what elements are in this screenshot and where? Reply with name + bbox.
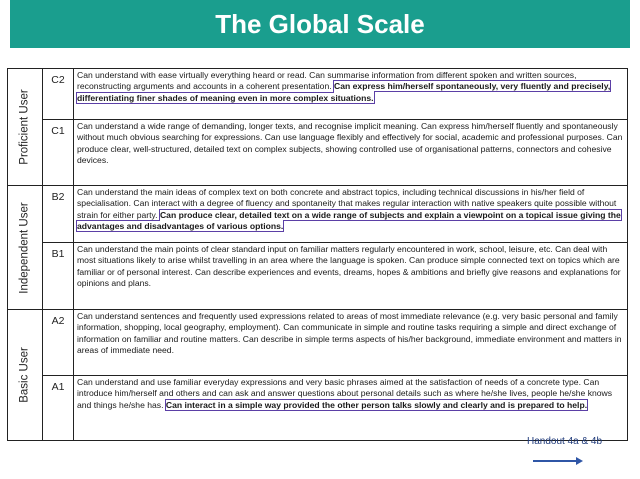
group-label: Independent User bbox=[18, 201, 31, 294]
table-row bbox=[8, 69, 628, 120]
description-text: Can understand sentences and frequently used expressions related to areas of most immediate relevance (e.g. very basic personal and family information, shopping, local geography, employment). Can communicate in simple and routine tasks requiring a simple and direct exchange of information on familiar and routine matters. Can describe in simple terms aspects of his/her background, immediate environment and matters in areas of immediate need. bbox=[77, 311, 622, 355]
level-code-b1: B1 bbox=[43, 243, 74, 310]
table-row bbox=[8, 310, 628, 376]
arrow-right-icon bbox=[533, 456, 583, 466]
level-description-c1 bbox=[74, 120, 628, 186]
slide-title: The Global Scale bbox=[215, 8, 425, 39]
global-scale-table bbox=[7, 68, 628, 441]
highlighted-text: Can express him/herself spontaneously, very fluently and precisely, differentiating finer shades of meaning even in more complex situations. bbox=[77, 81, 611, 103]
slide-title-bar bbox=[10, 0, 630, 48]
level-description-a2 bbox=[74, 310, 628, 376]
group-cell-basic bbox=[8, 310, 43, 441]
highlighted-text: Can interact in a simple way provided the other person talks slowly and clearly and is prepared to help. bbox=[165, 399, 588, 410]
table-row bbox=[8, 120, 628, 186]
level-code-c2: C2 bbox=[43, 69, 74, 120]
description-text: Can understand and use familiar everyday expressions and very basic phrases aimed at the satisfaction of needs of a concrete type. Can introduce him/herself and others and can ask and answer questions about personal details such as where he/she lives, people he/she knows and things he/she has. bbox=[77, 377, 613, 410]
level-code-b2: B2 bbox=[43, 186, 74, 243]
group-cell-proficient bbox=[8, 69, 43, 186]
description-text: Can understand a wide range of demanding, longer texts, and recognise implicit meaning. Can express him/herself fluently and spontaneously without much obvious searching for expressions. Can use language flexibly and effectively for social, academic and professional purposes. Can produce clear, well-structured, detailed text on complex subjects, showing controlled use of organisational patterns, connectors and cohesive devices. bbox=[77, 121, 623, 165]
table-row bbox=[8, 186, 628, 243]
group-label: Proficient User bbox=[18, 89, 31, 165]
handout-reference: Handout 4a & 4b bbox=[527, 436, 603, 447]
level-description-b2 bbox=[74, 186, 628, 243]
description-text: Can understand the main points of clear standard input on familiar matters regularly encountered in work, school, leisure, etc. Can deal with most situations likely to arise whilst travelling in an area where the language is spoken. Can produce simple connected text on topics which are familiar or of personal interest. Can describe experiences and events, dreams, hopes & ambitions and briefly give reasons and explanations for opinions and plans. bbox=[77, 244, 621, 288]
description-text: Can understand the main ideas of complex text on both concrete and abstract topics, including technical discussions in his/her field of specialisation. Can interact with a degree of fluency and spontaneity that makes regular interaction with native speakers quite possible without strain for either party. bbox=[77, 187, 617, 220]
level-description-b1 bbox=[74, 243, 628, 310]
level-code-c1: C1 bbox=[43, 120, 74, 186]
group-label: Basic User bbox=[18, 347, 31, 403]
level-code-a1: A1 bbox=[43, 376, 74, 441]
level-description-a1 bbox=[74, 376, 628, 441]
table-row bbox=[8, 243, 628, 310]
table-row bbox=[8, 376, 628, 441]
group-cell-independent bbox=[8, 186, 43, 310]
level-description-c2 bbox=[74, 69, 628, 120]
highlighted-text: Can produce clear, detailed text on a wide range of subjects and explain a viewpoint on a topical issue giving the advantages and disadvantages of various options. bbox=[77, 209, 621, 231]
level-code-a2: A2 bbox=[43, 310, 74, 376]
description-text: Can understand with ease virtually everything heard or read. Can summarise information from different spoken and written sources, reconstructing arguments and accounts in a coherent presentation. bbox=[77, 70, 577, 92]
